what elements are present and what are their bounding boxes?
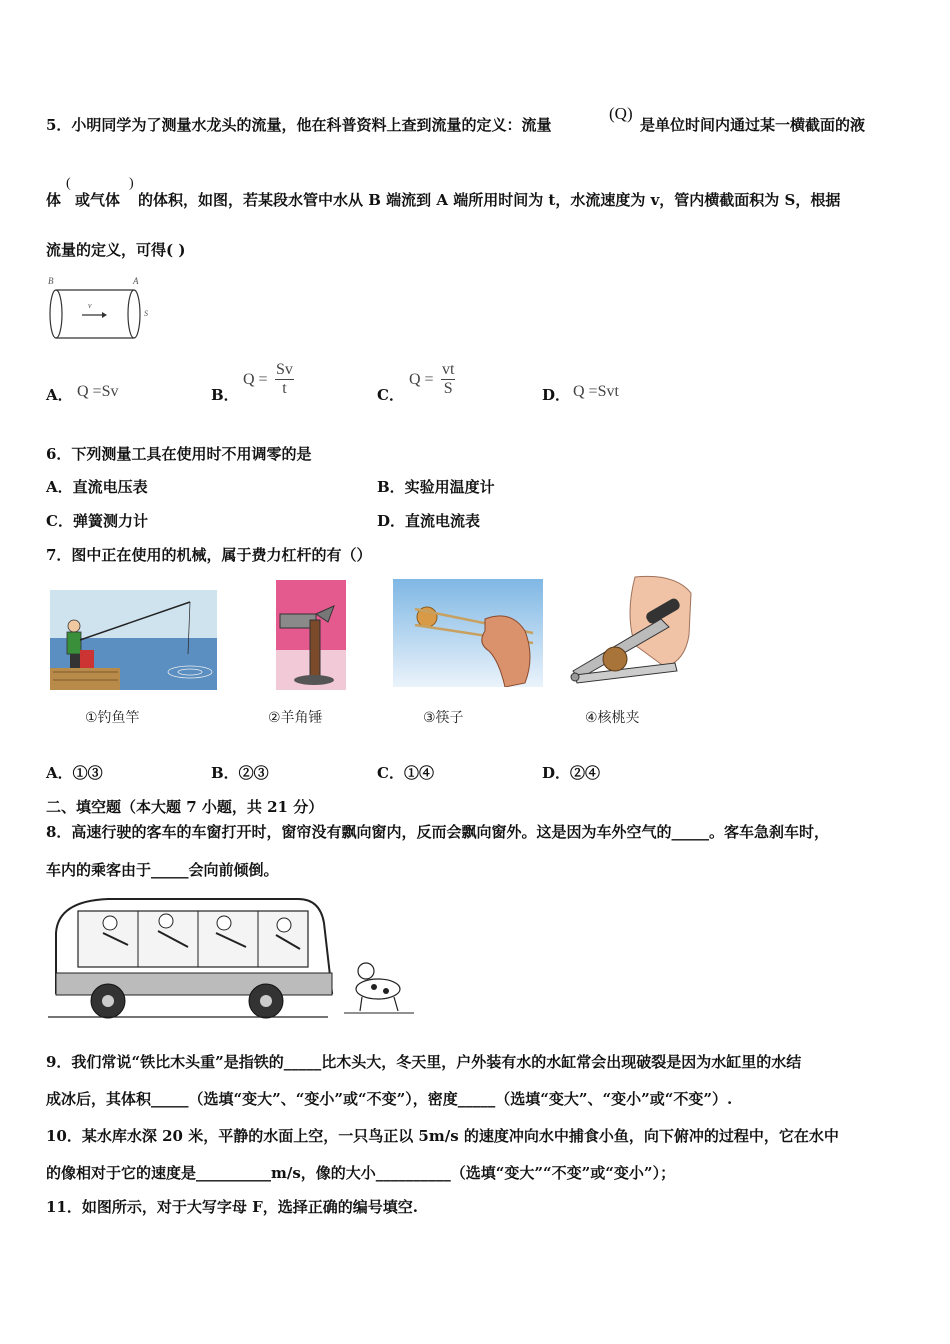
q5-option-d-expr: Q =Svt — [573, 383, 619, 400]
q6-option-a[interactable]: A．直流电压表 — [46, 478, 148, 496]
q5-option-c-num: vt — [442, 361, 455, 378]
pipe-label-v: v — [88, 301, 92, 310]
q11-line1: 11．如图所示，对于大写字母 F，选择正确的编号填空. — [46, 1198, 418, 1216]
q9-line2: 成冰后，其体积_____（选填“变大”、“变小”或“不变”），密度_____（选填“变大”、“变小”或“不变”）. — [46, 1090, 733, 1108]
q5-option-b-fraction — [275, 361, 294, 398]
q7-option-c[interactable]: C．①④ — [377, 764, 434, 782]
q6-option-b[interactable]: B．实验用温度计 — [377, 478, 495, 496]
q6-option-d[interactable]: D．直流电流表 — [377, 512, 481, 530]
q7-option-b[interactable]: B．②③ — [211, 764, 269, 782]
pipe-figure — [44, 274, 154, 342]
pipe-label-b: B — [48, 276, 54, 286]
q5-line2-b: 的体积，如图，若某段水管中水从 B 端流到 A 端所用时间为 t，水流速度为 v，管内横截面积为 S，根据 — [138, 191, 841, 209]
claw-hammer-image — [276, 580, 346, 690]
q10-line1: 10．某水库水深 20 米，平静的水面上空，一只鸟正以 5m/s 的速度冲向水中捕食小鱼，向下俯冲的过程中，它在水中 — [46, 1127, 839, 1145]
q5-option-b-lhs: Q = — [243, 371, 268, 388]
q7-caption-2: ②羊角锤 — [268, 710, 323, 726]
bus-passengers-image — [48, 893, 418, 1023]
section-2-heading: 二、填空题（本大题 7 小题，共 21 分） — [46, 798, 324, 816]
q5-line2-a: 体 — [46, 191, 62, 209]
q5-paren-open: ( — [66, 176, 71, 191]
q5-option-b-num: Sv — [276, 361, 293, 378]
q5-option-c-label[interactable]: C． — [377, 386, 404, 404]
q5-option-a-expr: Q =Sv — [77, 383, 119, 400]
q8-line1: 8．高速行驶的客车的车窗打开时，窗帘没有飘向窗内，反而会飘向窗外。这是因为车外空气的_____。客车急刹车时， — [46, 823, 829, 841]
pipe-label-s: S — [144, 309, 148, 318]
q5-option-b-label[interactable]: B． — [211, 386, 239, 404]
q7-caption-1: ①钓鱼竿 — [85, 710, 140, 726]
q5-symbol-q: (Q) — [609, 104, 633, 123]
q5-line1-b: 是单位时间内通过某一横截面的液 — [640, 116, 866, 134]
q7-caption-4: ④核桃夹 — [585, 710, 640, 726]
q5-option-a-label[interactable]: A． — [46, 386, 73, 404]
q6-option-c[interactable]: C．弹簧测力计 — [46, 512, 148, 530]
q5-line3: 流量的定义，可得( ) — [46, 241, 186, 259]
q7-option-d[interactable]: D．②④ — [542, 764, 601, 782]
q5-option-c-den: S — [443, 380, 453, 397]
q10-line2: 的像相对于它的速度是__________m/s，像的大小__________（选填“变大”“不变”或“变小”）； — [46, 1164, 676, 1182]
q5-option-b-den: t — [282, 380, 287, 397]
q8-line2: 车内的乘客由于_____会向前倾倒。 — [46, 861, 279, 879]
fishing-rod-image — [50, 590, 217, 690]
q5-option-c-fraction — [441, 361, 455, 398]
q5-option-d-label[interactable]: D． — [542, 386, 571, 404]
q7-option-a[interactable]: A．①③ — [46, 764, 103, 782]
q5-option-c-lhs: Q = — [409, 371, 434, 388]
pipe-label-a: A — [133, 276, 139, 286]
q7-stem: 7．图中正在使用的机械，属于费力杠杆的有（） — [46, 546, 372, 564]
chopsticks-image — [393, 579, 543, 687]
q5-line2-mid: 或气体 — [75, 191, 121, 209]
q9-line1: 9．我们常说“铁比木头重”是指铁的_____比木头大，冬天里，户外装有水的水缸常会出现破裂是因为水缸里的水结 — [46, 1053, 802, 1071]
q5-line1-a: 5．小明同学为了测量水龙头的流量，他在科普资料上查到流量的定义：流量 — [46, 116, 552, 134]
q6-stem: 6．下列测量工具在使用时不用调零的是 — [46, 445, 312, 463]
nutcracker-image — [565, 575, 695, 687]
q5-paren-close: ) — [129, 176, 134, 191]
q7-caption-3: ③筷子 — [423, 710, 464, 726]
